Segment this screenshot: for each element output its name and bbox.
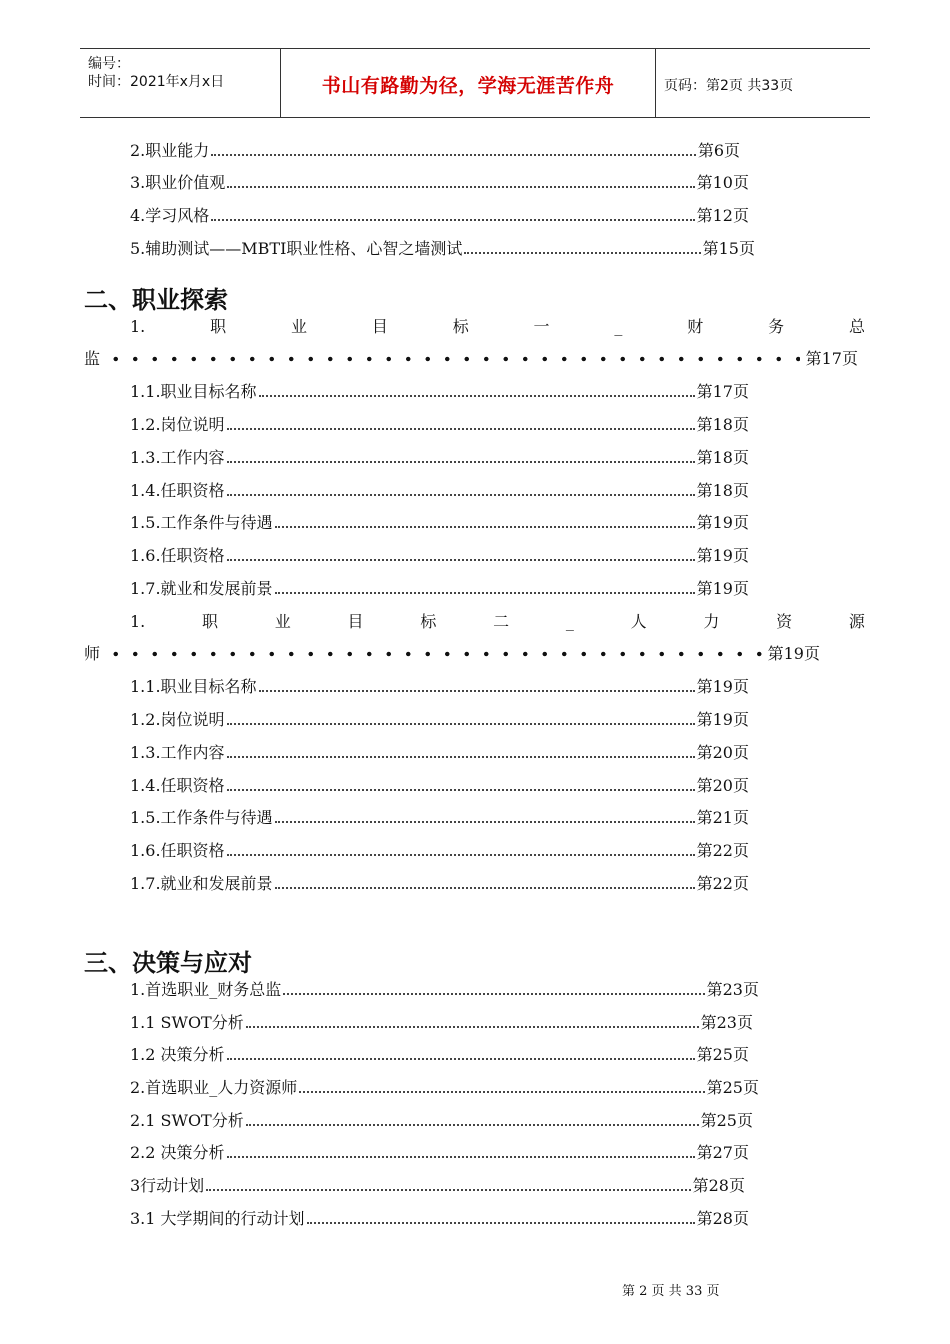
- section-heading-decision: 三、决策与应对: [84, 949, 252, 977]
- toc-entry-page: 第22页: [696, 841, 749, 860]
- toc-entry[interactable]: [130, 237, 755, 261]
- toc-entry-label: 1.6.任职资格: [130, 841, 225, 860]
- toc-entry-label: 1.4.任职资格: [130, 481, 225, 500]
- bullet-leader: [106, 650, 762, 658]
- toc-entry-label: 1.2.岗位说明: [130, 415, 225, 434]
- toc-entry[interactable]: [130, 479, 749, 503]
- toc-entry-label: 1.6.任职资格: [130, 546, 225, 565]
- justified-char: 力: [703, 612, 720, 631]
- toc-entry-page: 第19页: [696, 546, 749, 565]
- toc-entry[interactable]: [130, 577, 749, 601]
- toc-entry[interactable]: [130, 171, 749, 195]
- leader-dots: [227, 1156, 695, 1158]
- leader-dots: [307, 1222, 695, 1224]
- justified-char: 业: [290, 317, 307, 336]
- page-header: [80, 48, 870, 118]
- goal2-heading-justified[interactable]: [130, 610, 865, 634]
- toc-entry-label: 1.1.职业目标名称: [130, 677, 257, 696]
- toc-entry[interactable]: [130, 380, 749, 404]
- toc-entry-label: 2.1 SWOT分析: [130, 1111, 244, 1130]
- continuation-char: 监: [84, 349, 101, 368]
- page-footer: 第 2 页 共 33 页: [622, 1284, 720, 1299]
- leader-dots: [246, 1026, 699, 1028]
- leader-dots: [299, 1091, 704, 1093]
- justified-char: 人: [630, 612, 647, 631]
- leader-dots: [283, 993, 704, 995]
- toc-entry-label: 2.首选职业_人力资源师: [130, 1078, 298, 1097]
- doc-number-label: 编号：: [88, 56, 130, 72]
- leader-dots: [211, 154, 696, 156]
- toc-entry-page: 第25页: [706, 1078, 759, 1097]
- toc-entry[interactable]: [130, 708, 749, 732]
- toc-entry-label: 1.7.就业和发展前景: [130, 579, 273, 598]
- toc-entry-label: 3.1 大学期间的行动计划: [130, 1209, 305, 1228]
- justified-char: 1.: [130, 612, 146, 631]
- leader-dots: [227, 559, 695, 561]
- toc-entry[interactable]: [130, 1076, 759, 1100]
- toc-entry[interactable]: [130, 839, 749, 863]
- justified-char: 源: [848, 612, 865, 631]
- leader-dots: [259, 690, 695, 692]
- toc-entry-page: 第18页: [696, 481, 749, 500]
- toc-entry-page: 第23页: [700, 1013, 753, 1032]
- toc-entry-page: 第17页: [696, 382, 749, 401]
- leader-dots: [259, 395, 695, 397]
- justified-char: 职: [210, 317, 227, 336]
- justified-char: 目: [371, 317, 388, 336]
- leader-dots: [275, 887, 695, 889]
- leader-dots: [227, 186, 694, 188]
- toc-entry-page: 第18页: [696, 448, 749, 467]
- bullet-leader: [106, 355, 800, 363]
- toc-entry-page: 第19页: [696, 579, 749, 598]
- leader-dots: [227, 756, 695, 758]
- justified-char: 标: [420, 612, 437, 631]
- toc-entry-label: 1.2 决策分析: [130, 1045, 225, 1064]
- toc-entry-page: 第17页: [805, 349, 858, 368]
- toc-entry[interactable]: [130, 511, 749, 535]
- toc-entry[interactable]: [130, 1207, 749, 1231]
- toc-entry[interactable]: [130, 978, 759, 1002]
- toc-entry-page: 第19页: [696, 710, 749, 729]
- leader-dots: [227, 428, 695, 430]
- leader-dots: [206, 1189, 690, 1191]
- justified-char: 目: [347, 612, 364, 631]
- goal2-heading-continuation[interactable]: [84, 642, 820, 666]
- toc-entry[interactable]: [130, 1043, 749, 1067]
- toc-entry-page: 第25页: [696, 1045, 749, 1064]
- toc-entry-page: 第20页: [696, 776, 749, 795]
- toc-entry-page: 第10页: [696, 173, 749, 192]
- toc-entry-label: 2.2 决策分析: [130, 1143, 225, 1162]
- justified-char: 一: [533, 317, 550, 336]
- toc-entry-page: 第19页: [696, 677, 749, 696]
- toc-entry-label: 3.职业价值观: [130, 173, 226, 192]
- toc-entry[interactable]: [130, 806, 749, 830]
- toc-entry-label: 1.1.职业目标名称: [130, 382, 257, 401]
- justified-char: 业: [274, 612, 291, 631]
- toc-entry-page: 第28页: [692, 1176, 745, 1195]
- toc-entry-label: 2.职业能力: [130, 141, 210, 160]
- leader-dots: [464, 252, 700, 254]
- toc-entry[interactable]: [130, 1174, 745, 1198]
- header-motto-cell: [280, 49, 656, 117]
- toc-entry[interactable]: [130, 1011, 753, 1035]
- leader-dots: [227, 494, 695, 496]
- justified-char: 财: [687, 317, 704, 336]
- leader-dots: [211, 219, 694, 221]
- justified-char: _: [565, 612, 574, 631]
- toc-entry-page: 第22页: [696, 874, 749, 893]
- toc-entry[interactable]: [130, 774, 749, 798]
- toc-entry-label: 1.5.工作条件与待遇: [130, 808, 273, 827]
- toc-entry[interactable]: [130, 741, 749, 765]
- toc-entry[interactable]: [130, 1141, 749, 1165]
- justified-char: _: [614, 317, 623, 336]
- toc-entry-page: 第12页: [696, 206, 749, 225]
- toc-entry-page: 第23页: [706, 980, 759, 999]
- goal1-heading-justified[interactable]: [130, 315, 865, 339]
- continuation-char: 师: [84, 644, 101, 663]
- toc-entry-page: 第18页: [696, 415, 749, 434]
- toc-entry[interactable]: [130, 139, 740, 163]
- toc-entry[interactable]: [130, 446, 749, 470]
- toc-entry-page: 第19页: [767, 644, 820, 663]
- justified-char: 务: [768, 317, 785, 336]
- leader-dots: [227, 461, 695, 463]
- header-page-cell: [654, 49, 870, 117]
- leader-dots: [227, 854, 695, 856]
- leader-dots: [246, 1124, 699, 1126]
- toc-entry[interactable]: [130, 413, 749, 437]
- toc-entry-page: 第21页: [696, 808, 749, 827]
- goal1-heading-continuation[interactable]: [84, 347, 858, 371]
- leader-dots: [227, 723, 695, 725]
- toc-entry-page: 第15页: [702, 239, 755, 258]
- toc-entry-page: 第19页: [696, 513, 749, 532]
- header-meta: [80, 49, 280, 117]
- leader-dots: [275, 821, 695, 823]
- justified-char: 职: [202, 612, 219, 631]
- leader-dots: [275, 592, 695, 594]
- toc-entry-page: 第27页: [696, 1143, 749, 1162]
- toc-entry[interactable]: [130, 872, 749, 896]
- toc-entry[interactable]: [130, 204, 749, 228]
- toc-entry[interactable]: [130, 675, 749, 699]
- motto-text: 书山有路勤为径，学海无涯苦作舟: [321, 75, 615, 97]
- toc-entry-label: 1.1 SWOT分析: [130, 1013, 244, 1032]
- toc-entry-label: 4.学习风格: [130, 206, 210, 225]
- toc-entry-page: 第25页: [700, 1111, 753, 1130]
- section-heading-career-exploration: 二、职业探索: [84, 286, 228, 314]
- toc-entry-label: 1.4.任职资格: [130, 776, 225, 795]
- toc-entry-label: 1.首选职业_财务总监: [130, 980, 282, 999]
- justified-char: 总: [848, 317, 865, 336]
- toc-entry-page: 第6页: [697, 141, 740, 160]
- leader-dots: [275, 526, 695, 528]
- justified-char: 标: [452, 317, 469, 336]
- toc-entry-label: 1.3.工作内容: [130, 743, 225, 762]
- toc-entry-page: 第20页: [696, 743, 749, 762]
- toc-entry-page: 第28页: [696, 1209, 749, 1228]
- toc-entry-label: 1.2.岗位说明: [130, 710, 225, 729]
- leader-dots: [227, 789, 695, 791]
- toc-entry-label: 1.3.工作内容: [130, 448, 225, 467]
- justified-char: 1.: [130, 317, 146, 336]
- toc-entry-label: 5.辅助测试——MBTI职业性格、心智之墙测试: [130, 239, 463, 258]
- leader-dots: [227, 1058, 695, 1060]
- toc-entry-label: 3行动计划: [130, 1176, 205, 1195]
- doc-time-label: 时间：2021年x月x日: [88, 74, 225, 90]
- justified-char: 二: [493, 612, 510, 631]
- justified-char: 资: [776, 612, 793, 631]
- toc-entry[interactable]: [130, 544, 749, 568]
- toc-entry[interactable]: [130, 1109, 753, 1133]
- toc-entry-label: 1.7.就业和发展前景: [130, 874, 273, 893]
- toc-entry-label: 1.5.工作条件与待遇: [130, 513, 273, 532]
- header-page-info: 页码：第2页 共33页: [664, 78, 794, 94]
